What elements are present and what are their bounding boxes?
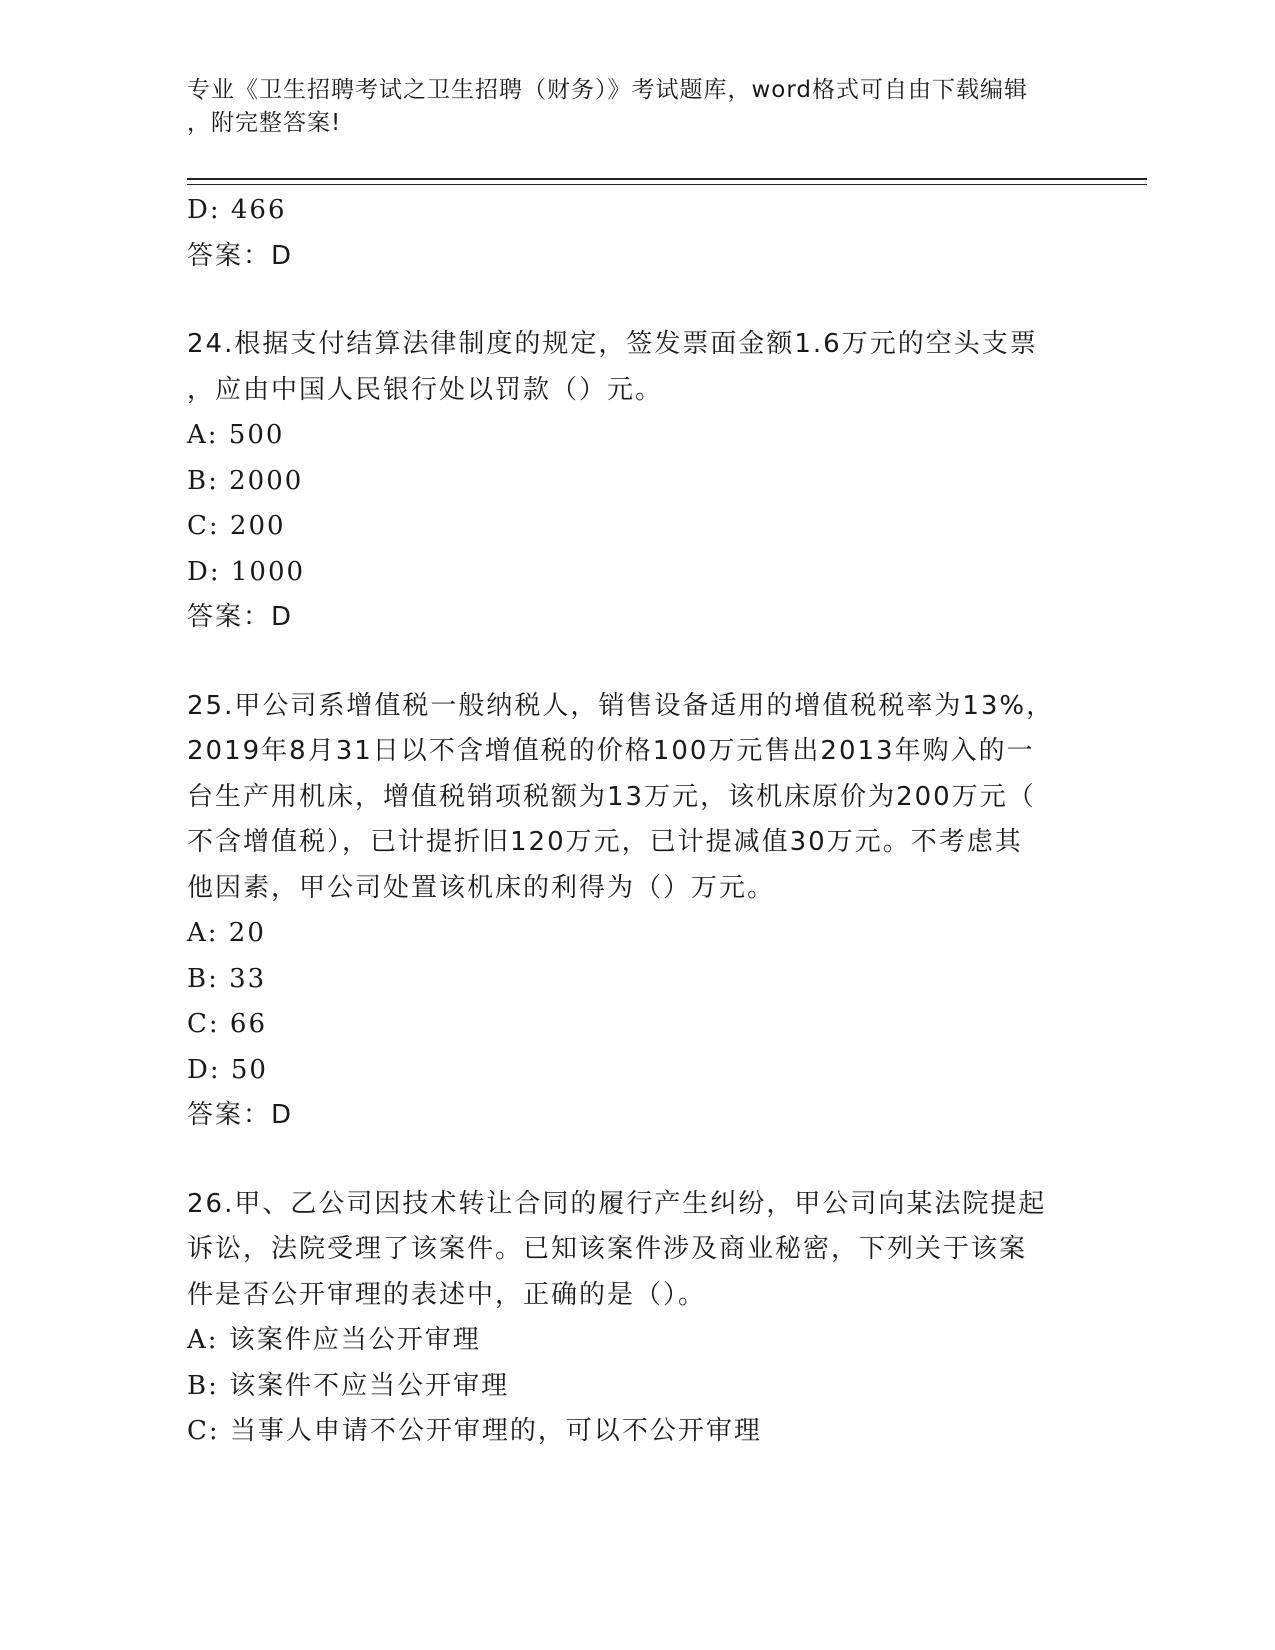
option-b: B: 33 <box>187 963 267 994</box>
question-text-line: 台生产用机床，增值税销项税额为13万元，该机床原价为200万元（ <box>187 781 1036 812</box>
option-c: C: 200 <box>187 511 286 541</box>
question-text-line: 24.根据支付结算法律制度的规定，签发票面金额1.6万元的空头支票 <box>187 329 1038 359</box>
option-c: C: 66 <box>187 1009 268 1039</box>
question-text-line: ，应由中国人民银行处以罚款（）元。 <box>187 374 664 405</box>
header-line-2: ，附完整答案! <box>187 110 342 136</box>
question-text-line: 诉讼，法院受理了该案件。已知该案件涉及商业秘密，下列关于该案 <box>187 1234 1028 1264</box>
option-a: A: 500 <box>187 420 285 450</box>
option-c: C: 当事人申请不公开审理的，可以不公开审理 <box>187 1416 762 1446</box>
question-text-line: 件是否公开审理的表述中，正确的是（）。 <box>187 1279 707 1310</box>
question-text <box>187 322 1077 413</box>
answer: 答案：D <box>187 602 294 632</box>
document-header <box>187 74 1067 140</box>
header-divider-thin <box>187 184 1147 185</box>
answer: 答案：D <box>187 240 294 271</box>
option-b: B: 2000 <box>187 465 304 496</box>
question-26 <box>187 1182 1077 1455</box>
option-a: A: 20 <box>187 918 266 948</box>
option-d: D: 50 <box>187 1054 268 1085</box>
question-list <box>187 188 1077 1455</box>
option-a: A: 该案件应当公开审理 <box>187 1325 481 1355</box>
question-text-line: 25.甲公司系增值税一般纳税人，销售设备适用的增值税税率为13%， <box>187 690 1055 721</box>
question-text <box>187 684 1077 912</box>
question-text-line: 不含增值税），已计提折旧120万元，已计提减值30万元。不考虑其 <box>187 827 1023 857</box>
option-b: B: 该案件不应当公开审理 <box>187 1370 510 1401</box>
header-line-1: 专业《卫生招聘考试之卫生招聘（财务）》考试题库，word格式可自由下载编辑 <box>187 77 1029 103</box>
question-text <box>187 1182 1077 1319</box>
header-divider-thick <box>187 178 1147 180</box>
previous-question-tail <box>187 188 1077 279</box>
question-text-line: 他因素，甲公司处置该机床的利得为（）万元。 <box>187 872 776 903</box>
option-d: D: 1000 <box>187 556 306 587</box>
question-text-line: 26.甲、乙公司因技术转让合同的履行产生纠纷，甲公司向某法院提起 <box>187 1188 1047 1219</box>
question-text-line: 2019年8月31日以不含增值税的价格100万元售出2013年购入的一 <box>187 736 1035 766</box>
answer: 答案：D <box>187 1100 294 1130</box>
option-d: D: 466 <box>187 195 287 225</box>
question-25 <box>187 684 1077 1139</box>
question-24 <box>187 322 1077 641</box>
